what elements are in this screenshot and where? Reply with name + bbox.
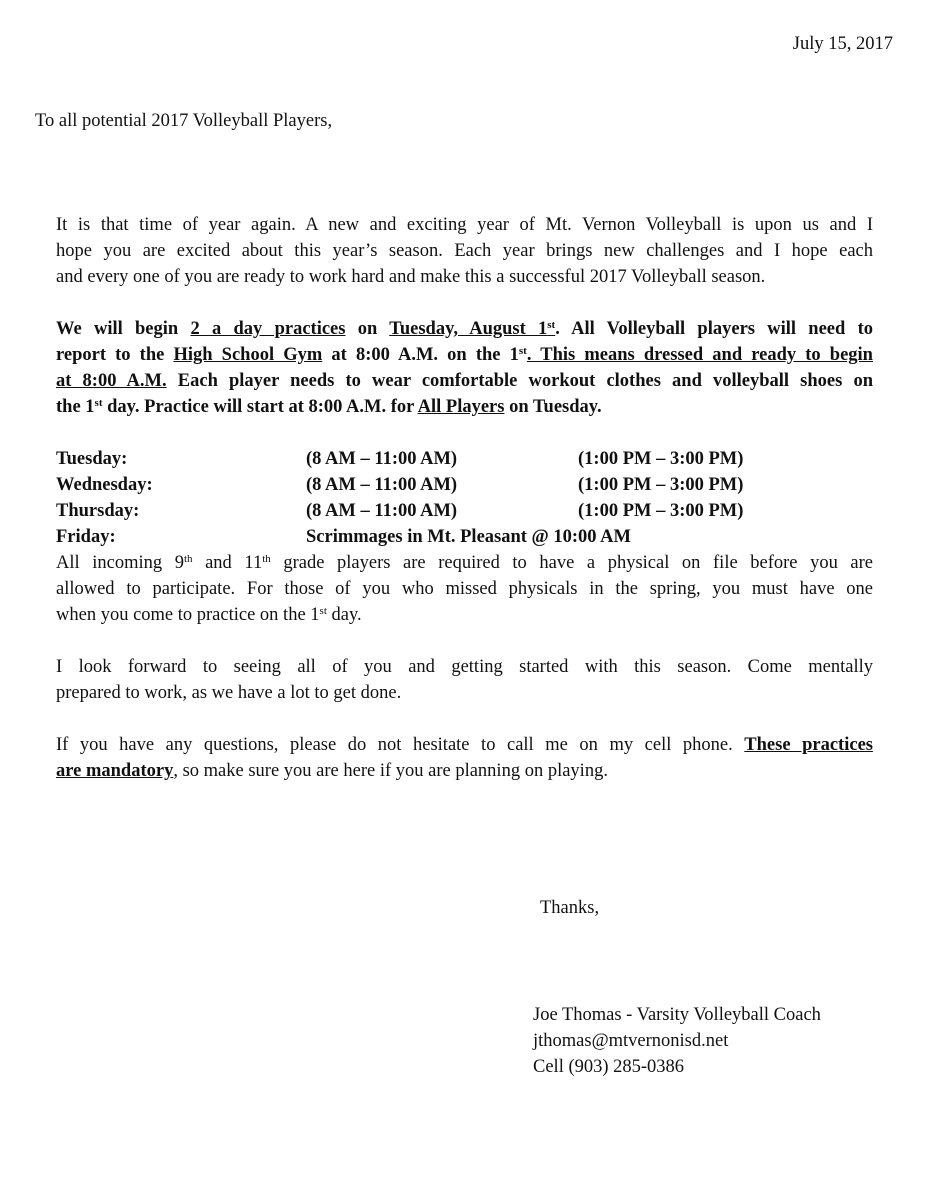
- ordinal-suffix: st: [518, 345, 527, 357]
- practice-text: . All Volleyball players will need to: [555, 319, 873, 339]
- schedule-morning: (8 AM – 11:00 AM): [306, 475, 458, 495]
- mandatory-notice: These practices: [744, 735, 873, 755]
- physicals-text: when you come to practice on the 1: [56, 605, 320, 625]
- practice-text: day. Practice will start at 8:00 A.M. for: [102, 397, 418, 417]
- practice-text: on Tuesday.: [504, 397, 602, 417]
- mandatory-notice: are mandatory: [56, 761, 174, 781]
- questions-text: , so make sure you are here if you are planning on playing.: [173, 761, 608, 781]
- ordinal-suffix: st: [319, 605, 327, 617]
- ordinal-suffix: th: [183, 553, 193, 565]
- physicals-line: [56, 602, 873, 628]
- two-a-day-practices: 2 a day practices: [190, 319, 346, 339]
- ordinal-suffix: st: [547, 319, 556, 331]
- letter-body: [56, 212, 873, 784]
- schedule-afternoon: (1:00 PM – 3:00 PM): [578, 475, 744, 495]
- signature-phone: Cell (903) 285-0386: [533, 1057, 685, 1077]
- intro-line: and every one of you are ready to work hard and make this a successful 2017 Volleyball season.: [56, 267, 766, 287]
- practice-text: the 1: [56, 397, 95, 417]
- schedule-row: [56, 524, 873, 550]
- schedule-morning: (8 AM – 11:00 AM): [306, 501, 458, 521]
- all-players: All Players: [417, 397, 505, 417]
- salutation: To all potential 2017 Volleyball Players,: [35, 111, 333, 131]
- schedule-day: Friday:: [56, 527, 116, 547]
- questions-paragraph: [56, 732, 873, 784]
- physicals-paragraph: [56, 550, 873, 628]
- forward-paragraph: [56, 654, 873, 706]
- signature-block: [533, 1002, 821, 1080]
- ordinal-suffix: th: [262, 553, 271, 565]
- dressed-and-ready: . This means dressed and ready to begin: [526, 345, 873, 365]
- practice-paragraph: [56, 316, 873, 420]
- letter-date: July 15, 2017: [792, 34, 893, 54]
- scrimmage-event: Scrimmages in Mt. Pleasant @ 10:00 AM: [306, 527, 631, 547]
- practice-text: at 8:00 A.M. on the 1: [322, 345, 519, 365]
- schedule-day: Thursday:: [56, 501, 140, 521]
- schedule-day: Wednesday:: [56, 475, 153, 495]
- schedule-afternoon: (1:00 PM – 3:00 PM): [578, 449, 744, 469]
- practice-line: [56, 394, 873, 420]
- schedule-morning: (8 AM – 11:00 AM): [306, 449, 458, 469]
- schedule-row: [56, 472, 873, 498]
- physicals-line: allowed to participate. For those of you who missed physicals in the spring, you must have one: [56, 579, 873, 599]
- physicals-line: [56, 550, 873, 576]
- schedule-row: [56, 498, 873, 524]
- forward-line: I look forward to seeing all of you and getting started with this season. Come mentally: [56, 657, 873, 677]
- practice-text: We will begin: [56, 319, 191, 339]
- start-date: [389, 319, 555, 339]
- signature-email: jthomas@mtvernonisd.net: [533, 1031, 729, 1051]
- intro-line: hope you are excited about this year’s season. Each year brings new challenges and I hope each: [56, 241, 873, 261]
- practice-text: on: [345, 319, 390, 339]
- practice-schedule: [56, 446, 873, 550]
- physicals-text: All incoming 9: [56, 553, 184, 573]
- questions-line: [56, 758, 873, 784]
- ordinal-suffix: st: [94, 397, 103, 409]
- practice-line: [56, 316, 873, 342]
- signature-name: Joe Thomas - Varsity Volleyball Coach: [533, 1005, 821, 1025]
- questions-line: [56, 732, 873, 758]
- physicals-text: and 11: [192, 553, 263, 573]
- questions-text: If you have any questions, please do not hesitate to call me on my cell phone.: [56, 735, 745, 755]
- practice-line: [56, 368, 873, 394]
- schedule-day: Tuesday:: [56, 449, 128, 469]
- forward-line: prepared to work, as we have a lot to get done.: [56, 683, 402, 703]
- intro-paragraph: [56, 212, 873, 290]
- closing: Thanks,: [540, 898, 600, 918]
- physicals-text: day.: [326, 605, 362, 625]
- physicals-text: grade players are required to have a physical on file before you are: [270, 553, 873, 573]
- schedule-afternoon: (1:00 PM – 3:00 PM): [578, 501, 744, 521]
- schedule-row: [56, 446, 873, 472]
- intro-line: It is that time of year again. A new and exciting year of Mt. Vernon Volleyball is upon us and I: [56, 215, 873, 235]
- start-date-text: Tuesday, August 1: [389, 319, 548, 339]
- start-time: at 8:00 A.M.: [56, 371, 167, 391]
- practice-text: report to the: [56, 345, 174, 365]
- practice-line: [56, 342, 873, 368]
- high-school-gym: High School Gym: [173, 345, 323, 365]
- practice-text: Each player needs to wear comfortable workout clothes and volleyball shoes on: [166, 371, 873, 391]
